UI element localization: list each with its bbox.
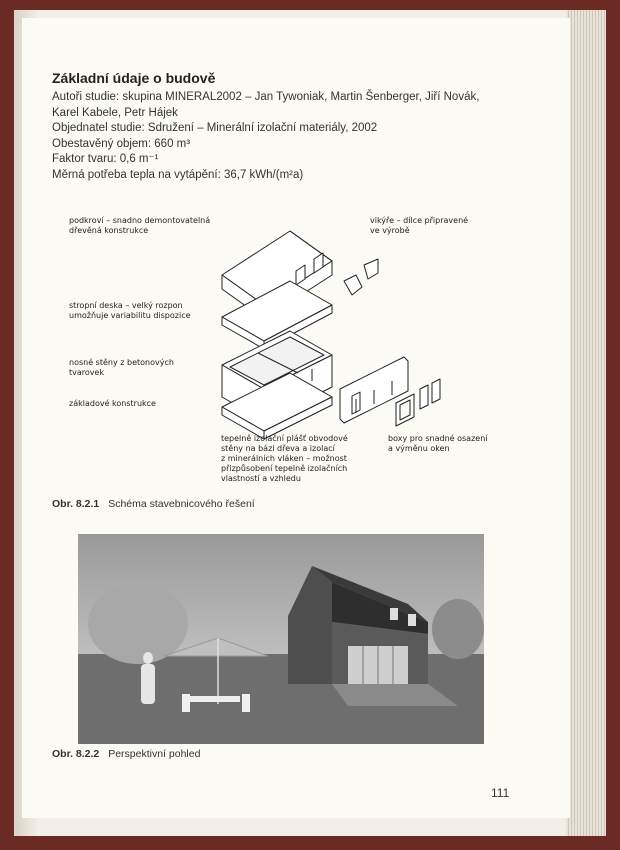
- info-line-authors-cont: Karel Kabele, Petr Hájek: [52, 106, 178, 119]
- info-line-client: Objednatel studie: Sdružení – Minerální izolační materiály, 2002: [52, 122, 378, 134]
- building-info: [52, 90, 532, 183]
- figure2-caption: [52, 748, 200, 760]
- figure1-text: Schéma stavebnicového řešení: [108, 498, 255, 510]
- exploded-building-diagram: [22, 213, 570, 463]
- section-heading: Základní údaje o budově: [52, 70, 216, 86]
- label-roof: podkroví – snadno demontovatelná dřevěná konstrukce: [69, 216, 211, 235]
- info-line-volume: Obestavěný objem: 660 m³: [52, 137, 191, 150]
- info-line-heat-demand: Měrná potřeba tepla na vytápění: 36,7 kWh/(m²a): [52, 168, 304, 181]
- label-insulation: tepelně izolační plášť obvodové stěny na bázi dřeva a izolací z minerálních vláken – možnost přizpůsobení tepelně izolačních vlastností a vzhledu: [221, 434, 348, 483]
- page-edges: [566, 10, 606, 836]
- label-dormers: vikýře – dílce připravené ve výrobě: [370, 216, 469, 235]
- figure1-caption: [52, 498, 255, 510]
- info-line-shape-factor: Faktor tvaru: 0,6 m⁻¹: [52, 153, 159, 165]
- label-walls: nosné stěny z betonových tvarovek: [69, 358, 174, 377]
- perspective-rendering: [78, 534, 484, 744]
- label-slab: stropní deska – velký rozpon umožňuje variabilitu dispozice: [69, 301, 191, 320]
- label-foundation: základové konstrukce: [69, 399, 156, 408]
- figure2-number: Obr. 8.2.2: [52, 748, 100, 760]
- figure1-number: Obr. 8.2.1: [52, 498, 100, 510]
- page-number: 111: [491, 786, 510, 800]
- label-window-boxes: boxy pro snadné osazení a výměnu oken: [388, 434, 488, 453]
- info-line-authors: Autoři studie: skupina MINERAL2002 – Jan Tywoniak, Martin Šenberger, Jiří Novák,: [52, 91, 480, 103]
- figure2-text: Perspektivní pohled: [108, 748, 201, 760]
- page: [22, 18, 570, 818]
